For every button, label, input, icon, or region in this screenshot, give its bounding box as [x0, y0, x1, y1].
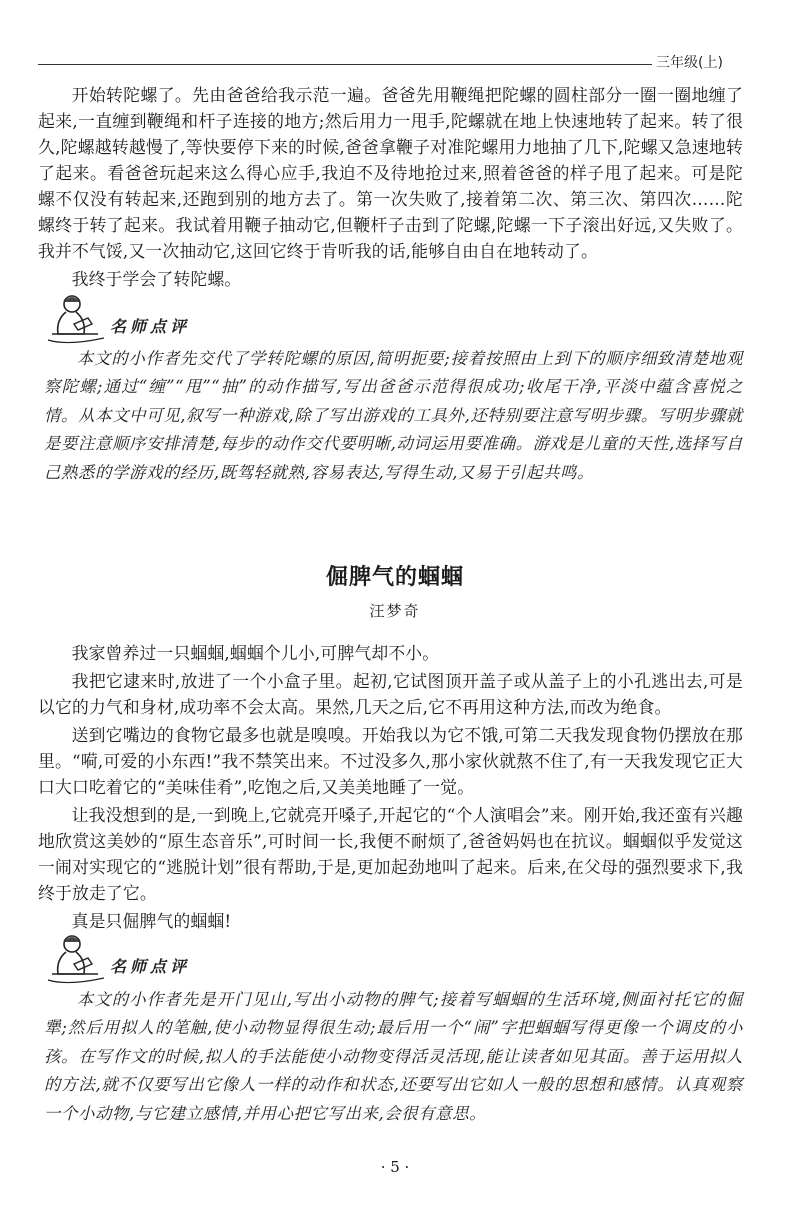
- commentary-text: 本文的小作者先交代了学转陀螺的原因,简明扼要;接着按照由上到下的顺序细致清楚地观察陀螺;通过“缠”“甩”“抽”的动作描写,写出爸爸示范得很成功;收尾干净,平淡中蕴含喜悦之情。从本文中可见,叙写一种游戏,除了写出游戏的工具外,还特别要注意写明步骤。写明步骤就是要注意顺序安排清楚,每步的动作交代要明晰,动词运用要准确。游戏是儿童的天性,选择写自己熟悉的学游戏的经历,既驾轻就熟,容易表达,写得生动,又易于引起共鸣。: [44, 349, 743, 482]
- commentary-badge: [44, 290, 254, 350]
- paragraph: 开始转陀螺了。先由爸爸给我示范一遍。爸爸先用鞭绳把陀螺的圆柱部分一圈一圈地缠了起来,一直缠到鞭绳和杆子连接的地方;然后用力一甩手,陀螺就在地上快速地转了起来。转了很久,陀螺越转越慢了,等快要停下来的时候,爸爸拿鞭子对准陀螺用力地抽了几下,陀螺又急速地转了起来。看爸爸玩起来这么得心应手,我迫不及待地抢过来,照着爸爸的样子甩了起来。可是陀螺不仅没有转起来,还跑到别的地方去了。第一次失败了,接着第二次、第三次、第四次……陀螺终于转了起来。我试着用鞭子抽动它,但鞭杆子击到了陀螺,陀螺一下子滚出好远,又失败了。我并不气馁,又一次抽动它,这回它终于肯听我的话,能够自由自在地转动了。: [38, 85, 743, 261]
- commentary-badge: [44, 930, 254, 990]
- paragraph: 让我没想到的是,一到晚上,它就亮开嗓子,开起它的“个人演唱会”来。刚开始,我还蛮有兴趣地欣赏这美妙的“原生态音乐”,可时间一长,我便不耐烦了,爸爸妈妈也在抗议。蝈蝈似乎发觉这一闹对实现它的“逃脱计划”很有帮助,于是,更加起劲地叫了起来。后来,在父母的强烈要求下,我终于放走了它。: [38, 805, 743, 903]
- commentary-label: 名师点评: [110, 957, 191, 976]
- article-title: 倔脾气的蝈蝈: [325, 564, 464, 590]
- teacher-icon: [44, 930, 108, 988]
- commentary-1: [44, 345, 743, 487]
- commentary-2: [44, 986, 743, 1128]
- essay-continuation: [38, 82, 743, 292]
- commentary-text: 本文的小作者先是开门见山,写出小动物的脾气;接着写蝈蝈的生活环境,侧面衬托它的倔犟;然后用拟人的笔触,使小动物显得很生动;最后用一个“闹”字把蝈蝈写得更像一个调皮的小孩。在写作文的时候,拟人的手法能使小动物变得活灵活现,能让读者如见其面。善于运用拟人的方法,就不仅要写出它像人一样的动作和状态,还要写出它如人一般的思想和感情。认真观察一个小动物,与它建立感情,并用心把它写出来,会很有意思。: [44, 990, 743, 1123]
- paragraph: 我家曾养过一只蝈蝈,蝈蝈个儿小,可脾气却不小。: [71, 643, 440, 663]
- header-rule: [38, 64, 652, 65]
- article-author: 汪梦奇: [369, 602, 421, 620]
- article-body: [38, 640, 743, 934]
- grade-label: 三年级(上): [656, 55, 723, 71]
- paragraph: 真是只倔脾气的蝈蝈!: [71, 911, 232, 931]
- paragraph: 送到它嘴边的食物它最多也就是嗅嗅。开始我以为它不饿,可第二天我发现食物仍摆放在那里。“嗬,可爱的小东西!”我不禁笑出来。不过没多久,那小家伙就熬不住了,有一天我发现它正大口大口吃着它的“美味佳肴”,吃饱之后,又美美地睡了一觉。: [38, 725, 743, 797]
- paragraph: 我终于学会了转陀螺。: [71, 269, 242, 289]
- teacher-icon: [44, 290, 108, 348]
- page-number: · 5 ·: [380, 1158, 410, 1176]
- commentary-label: 名师点评: [110, 317, 191, 336]
- paragraph: 我把它逮来时,放进了一个小盒子里。起初,它试图顶开盖子或从盖子上的小孔逃出去,可是以它的力气和身材,成功率不会太高。果然,几天之后,它不再用这种方法,而改为绝食。: [38, 671, 743, 717]
